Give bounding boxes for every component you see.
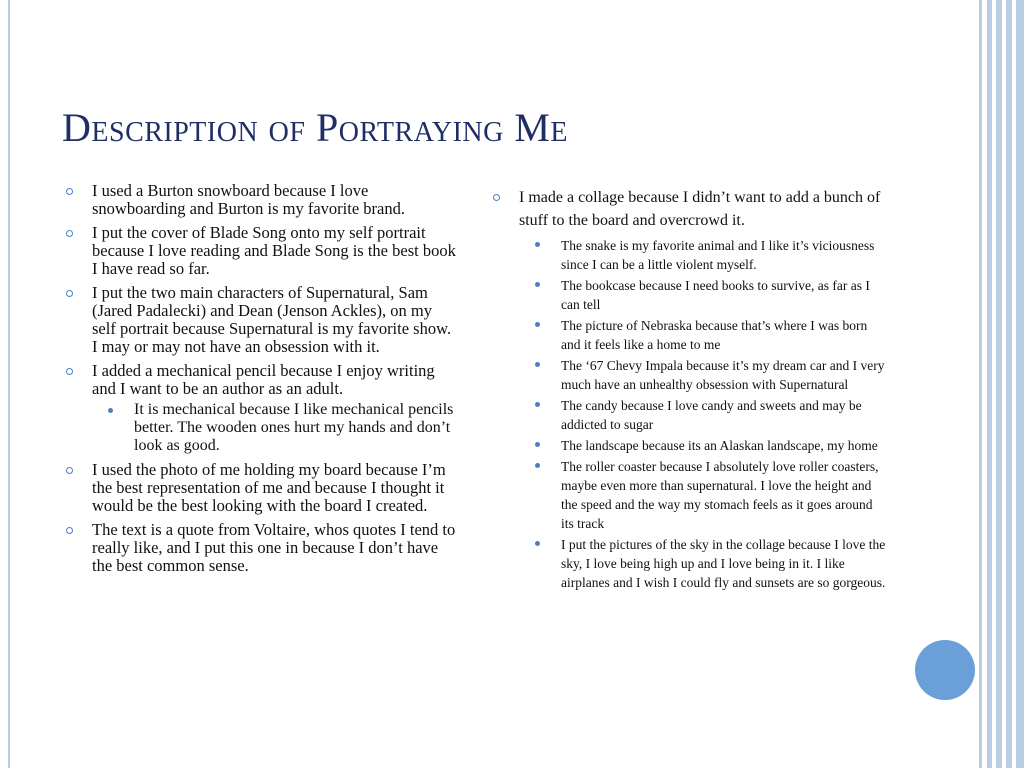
- bullet-item: [493, 187, 888, 592]
- right-column-list: [493, 187, 888, 595]
- bullet-item: [66, 362, 458, 455]
- right-frame-line: [979, 0, 982, 768]
- slide-title: Description of Portraying Me: [62, 105, 569, 150]
- sub-bullet-item: [535, 396, 888, 434]
- decorative-circle: [915, 640, 975, 700]
- sub-bullet-list: [535, 236, 888, 592]
- bullet-circle-icon: [66, 230, 73, 237]
- sub-bullet-item: [108, 401, 458, 455]
- sub-bullet-item: [535, 535, 888, 592]
- sub-bullet-item: [535, 316, 888, 354]
- sub-bullet-item: [535, 356, 888, 394]
- sub-bullet-text: The snake is my favorite animal and I like it’s viciousness since I can be a little violent myself.: [561, 238, 875, 272]
- sub-bullet-text: I put the pictures of the sky in the collage because I love the sky, I love being high up and I love being in it. I like airplanes and I wish I could fly and sunsets are so gorgeous.: [561, 537, 886, 590]
- sub-bullet-item: [535, 276, 888, 314]
- sub-bullet-list: [108, 401, 458, 455]
- right-frame-line: [1016, 0, 1024, 768]
- sub-bullet-text: The picture of Nebraska because that’s where I was born and it feels like a home to me: [561, 318, 868, 352]
- bullet-item: [66, 521, 458, 575]
- bullet-circle-icon: [66, 467, 73, 474]
- bullet-circle-icon: [66, 368, 73, 375]
- sub-bullet-text: The bookcase because I need books to survive, as far as I can tell: [561, 278, 870, 312]
- sub-bullet-text: The landscape because its an Alaskan landscape, my home: [561, 438, 878, 453]
- bullet-item: [66, 461, 458, 515]
- sub-bullet-item: [535, 436, 888, 455]
- sub-bullet-text: The ‘67 Chevy Impala because it’s my dream car and I very much have an unhealthy obsession with Supernatural: [561, 358, 885, 392]
- bullet-text: I made a collage because I didn’t want to add a bunch of stuff to the board and overcrowd it.: [519, 189, 881, 229]
- sub-bullet-item: [535, 236, 888, 274]
- right-frame-line: [987, 0, 992, 768]
- left-frame-line: [8, 0, 10, 768]
- bullet-circle-icon: [493, 194, 500, 201]
- bullet-text: I used a Burton snowboard because I love snowboarding and Burton is my favorite brand.: [92, 181, 405, 218]
- sub-bullet-text: It is mechanical because I like mechanical pencils better. The wooden ones hurt my hands and don’t look as good.: [134, 401, 454, 454]
- bullet-item: [66, 182, 458, 218]
- bullet-circle-icon: [66, 527, 73, 534]
- bullet-item: [66, 284, 458, 356]
- bullet-text: I put the cover of Blade Song onto my self portrait because I love reading and Blade Song is the best book I have read so far.: [92, 223, 456, 278]
- bullet-text: I put the two main characters of Supernatural, Sam (Jared Padalecki) and Dean (Jenson Ackles), on my self portrait because Supernatural is my favorite show. I may or may not have an obsession with it.: [92, 283, 452, 356]
- bullet-item: [66, 224, 458, 278]
- bullet-text: The text is a quote from Voltaire, whos quotes I tend to really like, and I put this one in because I don’t have the best common sense.: [92, 520, 456, 575]
- sub-bullet-text: The candy because I love candy and sweets and may be addicted to sugar: [561, 398, 862, 432]
- sub-bullet-item: [535, 457, 888, 533]
- bullet-circle-icon: [66, 188, 73, 195]
- right-frame-line: [1006, 0, 1012, 768]
- bullet-text: I used the photo of me holding my board because I’m the best representation of me and because I thought it would be the best looking with the board I created.: [92, 460, 446, 515]
- right-frame-line: [996, 0, 1002, 768]
- left-column-list: [66, 182, 458, 581]
- sub-bullet-text: The roller coaster because I absolutely love roller coasters, maybe even more than supernatural. I love the height and the speed and the way my stomach feels as it goes around its track: [561, 459, 879, 531]
- bullet-text: I added a mechanical pencil because I enjoy writing and I want to be an author as an adult.: [92, 361, 435, 398]
- bullet-circle-icon: [66, 290, 73, 297]
